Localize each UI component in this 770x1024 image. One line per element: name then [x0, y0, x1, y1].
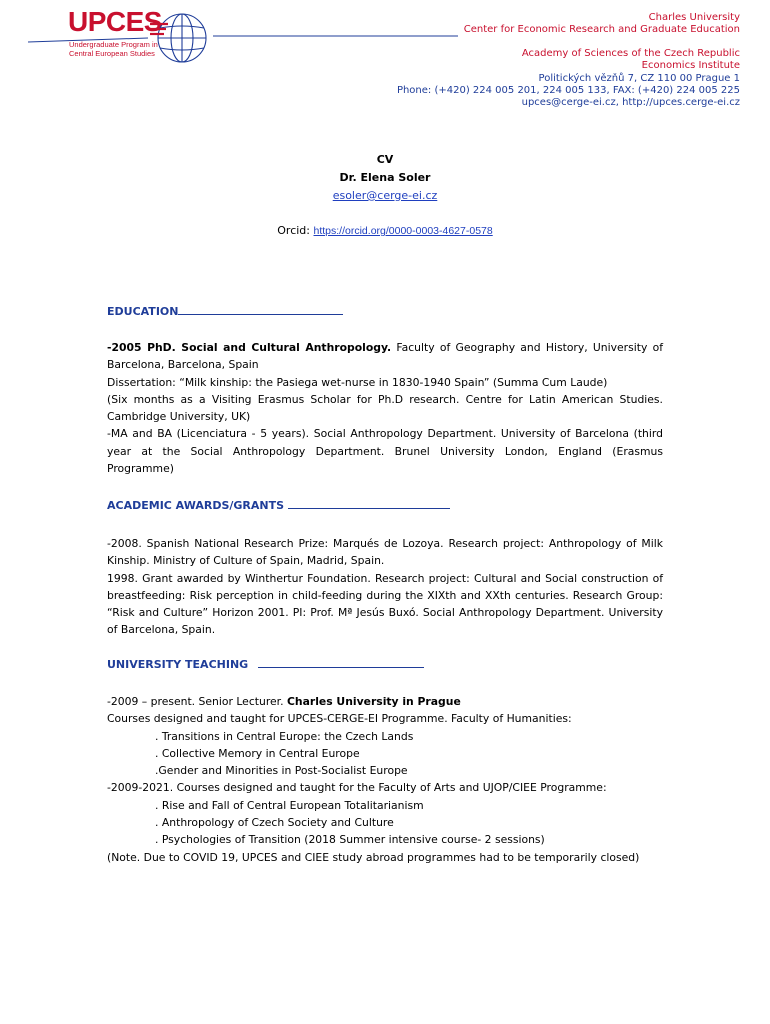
award-item: -2008. Spanish National Research Prize: Marqués de Lozoya. Research project: Anthropology of Milk Kinship. Ministry of Culture of Spain, Madrid, Spain.: [107, 537, 663, 568]
award-item: 1998. Grant awarded by Winthertur Foundation. Research project: Cultural and Social construction of breastfeeding: Risk perception in child-feeding during the XIXth and XXth centuries. Research Group: “Risk and Culture” Horizon 2001. PI: Prof. Mª Jesús Buxó. Social Anthropology Department. University of Barcelona, Spain.: [107, 571, 663, 637]
org-phone: Phone: (+420) 224 005 201, 224 005 133, FAX: (+420) 224 005 225: [396, 85, 740, 96]
education-section: [107, 339, 663, 477]
orcid-link[interactable]: https://orcid.org/0000-0003-4627-0578: [313, 225, 493, 237]
org-economics-institute: Economics Institute: [641, 60, 740, 71]
upces-courses-intro: Courses designed and taught for UPCES-CERGE-EI Programme. Faculty of Humanities:: [107, 712, 572, 726]
org-address: Politických vězňů 7, CZ 110 00 Prague 1: [538, 73, 740, 84]
orcid-line: [0, 222, 770, 240]
course-item: . Collective Memory in Central Europe: [155, 746, 360, 760]
org-academy: Academy of Sciences of the Czech Republic: [521, 48, 740, 59]
ma-entry: -MA and BA (Licenciatura - 5 years). Social Anthropology Department. University of Barcelona (third year at the Social Anthropology Department. Brunel University London, England (Erasmus Programme): [107, 427, 663, 476]
heading-rule: [288, 499, 450, 509]
logo-subtitle: Undergraduate Program in Central European Studies: [69, 40, 158, 58]
education-heading: EDUCATION: [107, 305, 343, 318]
course-item: . Anthropology of Czech Society and Culture: [155, 816, 394, 830]
awards-heading: ACADEMIC AWARDS/GRANTS: [107, 499, 450, 512]
course-item: . Transitions in Central Europe: the Czech Lands: [155, 729, 414, 743]
awards-section: [107, 535, 663, 639]
dissertation-entry: Dissertation: “Milk kinship: the Pasiega wet-nurse in 1830-1940 Spain” (Summa Cum Laude): [107, 375, 608, 389]
heading-rule: [178, 305, 343, 315]
orcid-label: Orcid:: [277, 224, 310, 237]
teaching-section: [107, 693, 687, 866]
person-name: Dr. Elena Soler: [339, 171, 431, 184]
upces-logo-text: UPCES: [68, 6, 162, 37]
course-item: .Gender and Minorities in Post-Socialist Europe: [155, 764, 408, 778]
teaching-heading: UNIVERSITY TEACHING: [107, 658, 424, 671]
org-web: upces@cerge-ei.cz, http://upces.cerge-ei.cz: [521, 97, 740, 108]
cv-title: CV: [376, 153, 394, 166]
phd-entry: -2005 PhD. Social and Cultural Anthropology. Faculty of Geography and History, University of Barcelona, Barcelona, Spain: [107, 341, 663, 372]
lecturer-entry: -2009 – present. Senior Lecturer. Charles University in Prague: [107, 695, 461, 708]
erasmus-entry: (Six months as a Visiting Erasmus Scholar for Ph.D research. Centre for Latin American Studies. Cambridge University, UK): [107, 392, 663, 424]
org-cerge: Center for Economic Research and Graduate Education: [463, 24, 740, 35]
org-charles-university: Charles University: [648, 12, 740, 23]
heading-rule: [258, 658, 424, 668]
email-link[interactable]: esoler@cerge-ei.cz: [332, 189, 438, 202]
course-item: . Rise and Fall of Central European Totalitarianism: [155, 798, 424, 812]
ciee-courses-intro: -2009-2021. Courses designed and taught for the Faculty of Arts and UJOP/CIEE Programme:: [107, 781, 607, 795]
course-item: . Psychologies of Transition (2018 Summer intensive course- 2 sessions): [155, 833, 545, 847]
covid-note: (Note. Due to COVID 19, UPCES and CIEE study abroad programmes had to be temporarily closed): [107, 850, 640, 864]
